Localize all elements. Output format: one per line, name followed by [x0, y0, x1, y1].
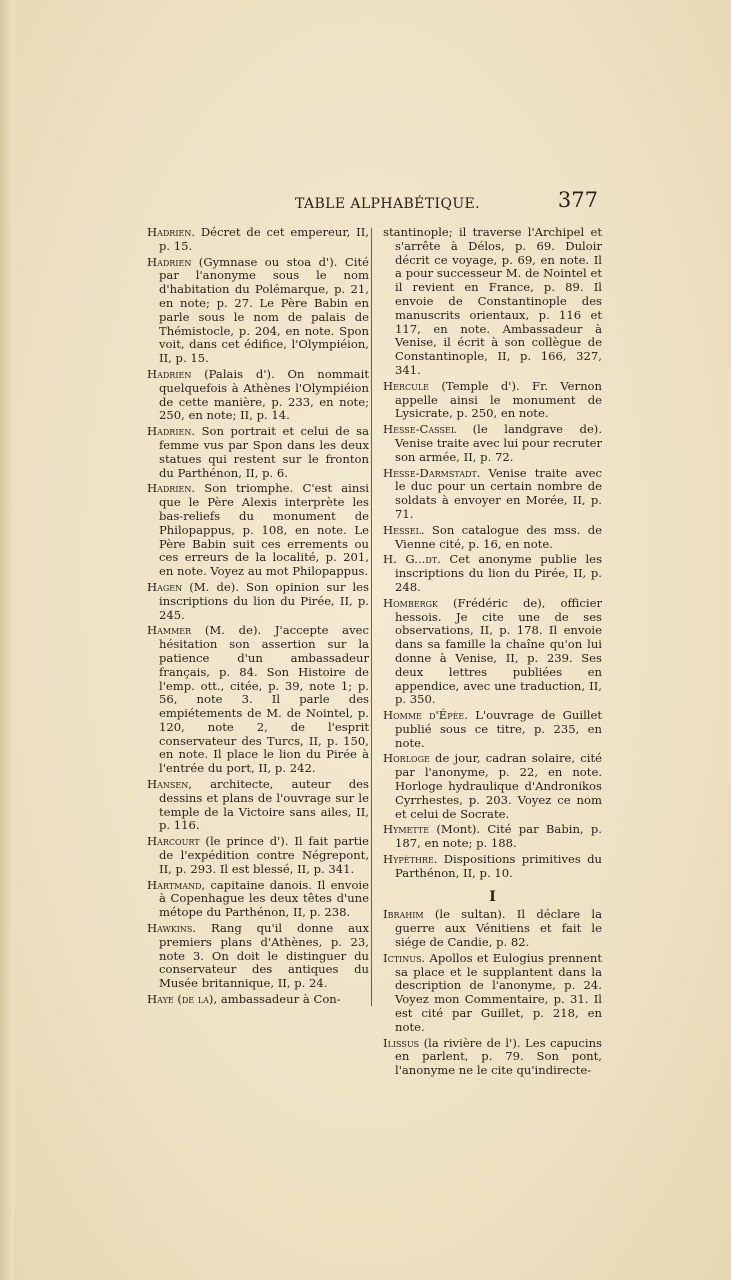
entry-text: capitaine danois. Il envoie à Copenhague les deux têtes d'une métope du Parthénon, II, p. 238. [159, 877, 370, 920]
entry-headword: Hombergk [383, 595, 438, 610]
entry-text: (Palais d'). On nommait quelquefois à Athènes l'Olympiéion de cette manière, p. 233, en note; 250, en note; II, p. 14. [159, 366, 369, 423]
entry-headword: Hansen, [147, 777, 192, 792]
entry-headword: Ictinus. [383, 950, 426, 965]
entry-text: (la rivière de l'). Les capucins en parlent, p. 79. Son pont, l'anonyme ne le cite qu'indirecte- [395, 1035, 602, 1078]
entry-text: (le sultan). Il déclare la guerre aux Vénitiens et fait le siége de Candie, p. 82. [395, 907, 602, 950]
entry-headword: Ilissus [383, 1035, 420, 1050]
index-entry [147, 581, 369, 622]
index-entry [147, 226, 369, 254]
entry-headword: Hagen [147, 579, 183, 594]
entry-headword: Harcourt [147, 834, 200, 849]
index-entry [383, 226, 602, 378]
entry-headword: Hadrien. [147, 424, 196, 439]
entry-text: (M. de). Son opinion sur les inscriptions du lion du Pirée, II, p. 245. [159, 579, 369, 622]
entry-text: Dispositions primitives du Parthénon, II, p. 10. [395, 852, 602, 880]
entry-text: (Gymnase ou stoa d'). Cité par l'anonyme sous le nom d'habitation du Polémarque, p. 21, en note; p. 27. Le Père Babin en parle sous le nom de palais de Thémistocle, p. 204, en note. Spon voit, dans cet édifice, l'Olympiéion, II, p. 15. [159, 254, 370, 366]
index-entry [383, 709, 602, 750]
entry-headword: Haye (de la), [147, 992, 218, 1007]
index-entry [147, 624, 369, 776]
page-header [145, 188, 600, 218]
entry-text: Décret de cet empereur, II, p. 15. [159, 225, 370, 253]
right-column [383, 226, 602, 1080]
entry-headword: H. G...dt. [383, 552, 441, 567]
entry-headword: Hesse-Cassel [383, 422, 457, 437]
entry-text: (le landgrave de). Venise traite avec lui pour recruter son armée, II, p. 72. [395, 422, 603, 464]
index-entry [383, 1037, 602, 1078]
entry-headword: Hadrien [147, 366, 192, 381]
entry-headword: Homme d'Épée. [383, 708, 468, 723]
page-number: 377 [557, 188, 598, 212]
index-entry [383, 853, 602, 881]
index-entry [383, 597, 602, 707]
entry-text: Venise traite avec le duc pour un certain nombre de soldats à envoyer en Morée, II, p. 71. [395, 465, 603, 521]
entry-text: de jour, cadran solaire, cité par l'anonyme, p. 22, en note. Horloge hydraulique d'Andronikos Cyrrhestes, p. 203. Voyez ce nom et celui de Socrate. [395, 751, 603, 821]
entry-text: L'ouvrage de Guillet publié sous ce titre, p. 235, en note. [395, 708, 603, 750]
entry-headword: Hessel. [383, 522, 425, 537]
entry-text: (M. de). J'accepte avec hésitation son assertion sur la patience d'un ambassadeur français, p. 84. Son Histoire de l'emp. ott., citée, p. 39, note 1; p. 56, note 3. Il parle des empiétements de M. de Nointel, p. 120, note 2, de l'esprit conservateur des Turcs, II, p. 150, en note. Il place le lion du Pirée à l'entrée du port, II, p. 242. [159, 623, 369, 776]
entry-text: architecte, auteur des dessins et plans de l'ouvrage sur le temple de la Victoire sans ailes, II, p. 116. [159, 777, 369, 833]
entry-headword: Hawkins. [147, 921, 197, 936]
left-column [147, 226, 369, 1009]
page-edge [0, 0, 14, 1280]
running-title: TABLE ALPHABÉTIQUE. [295, 196, 481, 212]
index-entry [383, 423, 602, 464]
index-entry [147, 778, 369, 833]
index-entry [147, 879, 369, 920]
entry-headword: Hadrien. [147, 225, 196, 239]
entry-text: Son triomphe. C'est ainsi que le Père Alexis interprète les bas-reliefs du monument de Philopappus, p. 108, en note. Le Père Babin suit ces errements ou ces erreurs de la localité, p. 201, en note. Voyez au mot Philopappus. [159, 481, 369, 579]
entry-headword: Hadrien [147, 254, 192, 269]
index-entry [383, 524, 602, 552]
entry-headword: Hypèthre. [383, 852, 438, 867]
section-letter-heading: I [489, 888, 496, 905]
entry-text: (Temple d'). Fr. Vernon appelle ainsi le monument de Lysicrate, p. 250, en note. [395, 378, 602, 421]
entry-headword: Hammer [147, 623, 192, 638]
index-entry [147, 835, 369, 876]
index-entry [383, 908, 602, 949]
entry-headword: Horloge [383, 751, 430, 766]
entry-text: Son portrait et celui de sa femme vus par Spon dans les deux statues qui restent sur le fronton du Parthénon, II, p. 6. [159, 424, 369, 480]
entry-text: Cet anonyme publie les inscriptions du lion du Pirée, II, p. 248. [395, 552, 602, 594]
entry-headword: Hercule [383, 378, 429, 393]
entry-text: stantinople; il traverse l'Archipel et s'arrête à Délos, p. 69. Duloir décrit ce voyage, p. 69, en note. Il a pour successeur M. de Nointel et il revient en France, p. 89. Il envoie de Constantinople des manuscrits orientaux, p. 116 et 117, en note. Ambassadeur à Venise, il écrit à son collègue de Constantinople, II, p. 166, 327, 341. [383, 225, 602, 377]
index-entry [383, 952, 602, 1035]
index-entry [147, 368, 369, 423]
entry-text: (Frédéric de), officier hessois. Je cite une de ses observations, II, p. 178. Il envoie dans sa famille la chaîne qu'on lui donne à Venise, II, p. 239. Ses deux lettres publiées en appendice, avec une traduction, II, p. 350. [395, 595, 602, 707]
entry-headword: Hesse-Darmstadt. [383, 465, 481, 480]
index-entry [383, 752, 602, 821]
entry-headword: Hadrien. [147, 481, 196, 496]
column-divider [371, 228, 372, 1006]
entry-headword: Hartmand, [147, 877, 206, 892]
entry-headword: Hymette [383, 822, 430, 837]
index-entry [147, 922, 369, 991]
entry-text: Rang qu'il donne aux premiers plans d'Athènes, p. 23, note 3. On doit le distinguer du conservateur des antiques du Musée britannique, II, p. 24. [159, 921, 369, 991]
entry-text: (le prince d'). Il fait partie de l'expédition contre Négrepont, II, p. 293. Il est blessé, II, p. 341. [159, 834, 370, 876]
entry-text: (Mont). Cité par Babin, p. 187, en note; p. 188. [395, 822, 602, 851]
entry-text: Apollos et Eulogius prennent sa place et le supplantent dans la description de l'anonyme, p. 24. Voyez mon Commentaire, p. 31. Il est cité par Guillet, p. 218, en note. [395, 950, 603, 1034]
index-entry [383, 467, 602, 522]
index-entry [147, 256, 369, 366]
entry-text: Son catalogue des mss. de Vienne cité, p. 16, en note. [395, 522, 603, 551]
index-entry [147, 993, 369, 1007]
index-entry [383, 380, 602, 421]
index-entry [383, 823, 602, 851]
index-entry [147, 425, 369, 480]
index-entry [147, 482, 369, 579]
entry-headword: Ibrahim [383, 907, 424, 922]
entry-text: ambassadeur à Con- [220, 992, 341, 1007]
index-entry [383, 553, 602, 594]
